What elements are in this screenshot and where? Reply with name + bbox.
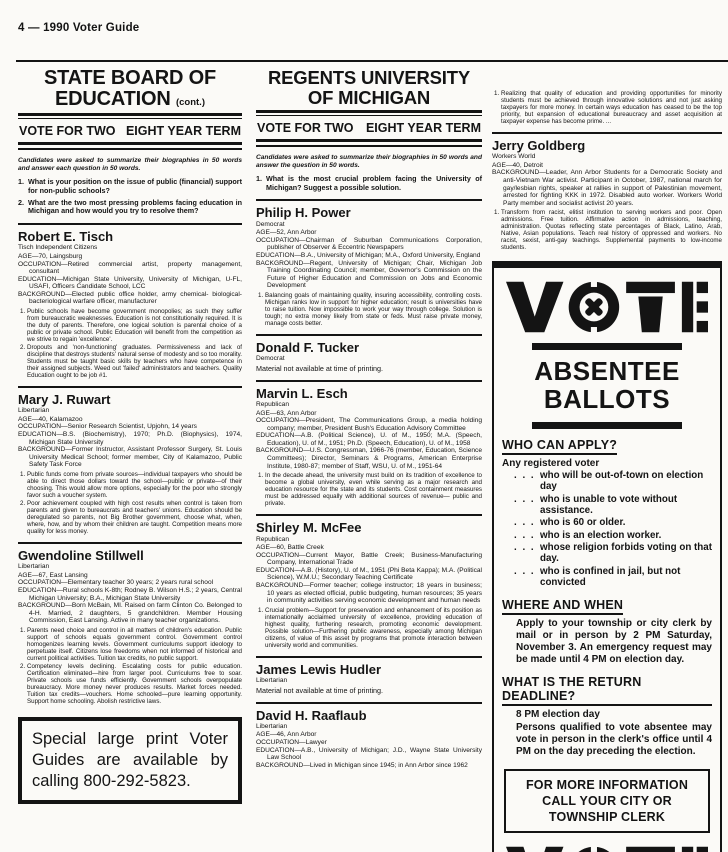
raaflaub-answer-continued [492, 90, 722, 125]
divider-bar [532, 343, 682, 350]
regents-continued-column [492, 66, 722, 852]
bio-detail-line: EDUCATION—A.B. (Political Science), U. of M., 1950; M.A. (Speech, Education), U. of M., 1951; Ph.D. (Speech, Education), U. of M., 1958 [256, 432, 482, 447]
vote-stencil-icon [506, 280, 708, 334]
answer-paragraph [18, 500, 242, 535]
bio-detail-line: EDUCATION—A.B., University of Michigan; J.D., Wayne State University Law School [256, 746, 482, 762]
ellipsis-bullet: . . . [514, 529, 536, 541]
answer-text: In the decade ahead, the university must build on its tradition of excellence to become a global university, even while serving as a major research and education resource for the state and its students. Cost containment measures must be addressed equally with additional sources of revenue— public and private. [265, 472, 482, 508]
answer-text: Public schools have become government monopolies; as such they suffer from bureaucratic weaknesses. Education is not constitutionally required. It is the duty of parents. Therefore, one logical solution is parental choice of a public or private school. Public Education will benefit from the competition as we strive to regain 'excellence'. [27, 307, 242, 343]
term-label: EIGHT YEAR TERM [125, 124, 241, 139]
eligibility-item [502, 471, 712, 493]
divider-rule [18, 142, 242, 150]
bio-detail-line: EDUCATION—B.A., University of Michigan; M.A., Oxford University, England [256, 251, 481, 259]
answer-text: Public funds come from private sources—individual taxpayers who should be able to direct those dollars toward the school—public or private—of their choosing. This would allow more options, especially for the poor who strongly favor such a voucher system. [27, 470, 242, 499]
candidate-shirley-mcfee [256, 521, 482, 649]
candidate-name: Marvin L. Esch [256, 385, 348, 401]
bio-detail-line: AGE—63, Ann Arbor [256, 409, 317, 417]
answer-text: Crucial problem—Support for preservation and enhancement of its position as internationally acclaimed university of excellence, providing education of highest quality, furthering research, promoting economic development. Possible solution—Furthering public awareness, especially among Michigan citizens, of value of this asset by programs that promote interaction between university world and communities. [265, 606, 482, 649]
answer-text: Transform from racist, elitist institution to serving workers and poor. Open admissions. Free tuition. Affirmative action in admissions, teaching, administration. Quotas reflecting state percentages of Black, Latino, Arab, Native, Asian populations. Teach real history of oppressed and workers. No racist, sexist, anti-gay teachings. Supplemental payments to low-income students. [501, 209, 722, 252]
candidate-robert-tisch [18, 230, 242, 379]
ellipsis-bullet: . . . [514, 470, 536, 482]
return-deadline-heading: WHAT IS THE RETURN DEADLINE? [502, 675, 712, 706]
divider-rule [256, 380, 482, 382]
divider-bar [532, 422, 682, 429]
answer-text: Poor achievement coupled with high cost results when control is taken from parents and given to bureaucrats and teachers' unions. Education should be deregulated so parents, not Big Brother government, choose what, when, where, how, and by whom their children are taught. Competition means more quality for less money. [27, 499, 242, 535]
divider-rule [18, 542, 242, 544]
answer-number: 1. [20, 626, 26, 634]
bio-detail-line: AGE—40, Detroit [492, 161, 543, 169]
bio-detail-line: OCCUPATION—Retired commercial artist, property management, consultant [18, 260, 242, 276]
candidate-answers [256, 607, 482, 649]
state-board-column [18, 66, 242, 804]
answer-text: Competency levels declining. Escalating costs for public education. Certification eliminated—hire from larger pool. Curriculums free to soar. Private schools use funds efficiently. Government schools overpopulate bureaucracy. More money never produces results. Market forces needed. Tuition tax credits—vouchers. Home schooled—pure learning opportunity. Support home schooling. Abolish restrictive laws. [27, 662, 242, 705]
answer-paragraph [256, 607, 482, 649]
answer-paragraph [18, 471, 242, 499]
question-text: What is the most crucial problem facing the University of Michigan? Suggest a possible solution. [266, 173, 482, 192]
question-1 [18, 178, 242, 196]
candidate-donald-tucker [256, 341, 482, 373]
candidate-gwendoline-stillwell [18, 549, 242, 705]
deadline-text: Persons qualified to vote absentee may vote in person in the clerk's office until 4 PM on the day preceding the election. [516, 721, 712, 757]
candidate-david-raaflaub [256, 709, 482, 770]
answer-text: Realizing that quality of education and providing opportunities for minority students must be achieved through innovative solutions and not just asking taxpayers for more money. In certain ways education has ceased to be the top priority, but expansion of educational bureaucracy and asset acquisition at taxpayer expense has become prime. ... [501, 90, 722, 125]
divider-rule [256, 514, 482, 516]
candidate-party: Republican [256, 401, 289, 409]
answer-number: 1. [20, 470, 26, 478]
masthead [18, 22, 139, 34]
answer-text: Balancing goals of maintaining quality, insuring accessibility, controlling costs. Michigan ranks low in support for higher education; result is universities have to raise tuition. Now impossible to work your way through college. Solution is tough; no extra money likely from state or feds. Must raise private money, manage costs better. [265, 291, 482, 327]
eligibility-item [502, 543, 712, 565]
ellipsis-bullet: . . . [514, 565, 536, 577]
more-information-text: FOR MORE INFORMATION CALL YOUR CITY OR TOWNSHIP CLERK [525, 777, 689, 824]
bio-detail-line: BACKGROUND—Leader, Ann Arbor Students for a Democratic Society and anti-Vietnam War activist. Participant in October, 1987, national march for gay/lesbian rights, speaker at rallies in support of Palestinian movement, arrested for fighting KKK in 1972. Disabled auto worker. Workers World Party member and socialist activist 20 years. [492, 169, 722, 207]
candidate-name: Shirley M. McFee [256, 520, 362, 536]
candidate-party: Tisch Independent Citizens [18, 244, 98, 252]
answer-number: 2. [20, 662, 26, 670]
question-1 [256, 175, 482, 193]
ellipsis-bullet: . . . [514, 542, 536, 554]
answer-paragraph [18, 627, 242, 662]
candidate-party: Libertarian [256, 677, 288, 685]
answer-text: Parents need choice and control in all matters of children's education. Public support of schools equals government control. Government control homogenizes learning levels. Government curriculums support ideology to perpetuate itself. Citizens lose freedoms when not informed of historical and current political activities. Tuition tax credits, no public support. [27, 626, 242, 662]
ellipsis-bullet: . . . [514, 493, 536, 505]
candidate-name: David H. Raaflaub [256, 707, 367, 723]
candidate-name: Philip H. Power [256, 205, 351, 221]
candidate-name: Donald F. Tucker [256, 339, 360, 355]
bio-detail-line: AGE—60, Battle Creek [256, 544, 324, 552]
vote-term-row [256, 116, 482, 139]
eligibility-item [502, 531, 712, 542]
bio-detail-line: BACKGROUND—Lived in Michigan since 1945; in Ann Arbor since 1962 [256, 761, 468, 769]
question-text: What is your position on the issue of public (financial) support for non-public schools? [28, 176, 242, 195]
candidate-party: Libertarian [18, 407, 50, 415]
absentee-ballots-title: ABSENTEE BALLOTS [534, 356, 680, 414]
candidate-philip-power [256, 206, 482, 327]
candidate-answers [256, 292, 482, 327]
bio-detail-line: EDUCATION—A.B. (History), U. of M., 1951 (Phi Beta Kappa); M.A. (Political Science), W.M.U.; Secondary Teaching Certificate [256, 566, 482, 582]
eligibility-item [502, 518, 712, 529]
candidate-name: Jerry Goldberg [492, 138, 586, 153]
bio-detail-line: AGE—67, East Lansing [18, 571, 88, 579]
deadline-time: 8 PM election day [516, 708, 600, 720]
regents-column [256, 66, 482, 769]
question-number: 1. [18, 176, 24, 186]
divider-rule [256, 702, 482, 704]
answer-paragraph [18, 344, 242, 379]
bio-detail-line: BACKGROUND—Born McBain, MI. Raised on farm Clinton Co. Belonged to 4-H. Married, 2 daughters, 5 grandchildren. Member Housing Commission, East Lansing. Active in many teacher organizations. [18, 602, 242, 625]
eligibility-text: who is confined in jail, but not convicted [540, 565, 681, 588]
candidate-name: James Lewis Hudler [256, 661, 381, 677]
vote-stencil-icon [506, 845, 708, 852]
eligibility-text: who is an election worker. [540, 529, 662, 541]
question-number: 1. [256, 173, 262, 183]
bio-detail-line: OCCUPATION—Elementary teacher 30 years; 2 years rural school [18, 579, 214, 587]
bio-detail-line: BACKGROUND—Former Instructor, Assistant Professor Surgery, St. Louis University Medical School; former member, City of Kalamazoo, Public Safety Task Force [18, 446, 242, 469]
answer-number: 1. [494, 90, 500, 97]
ellipsis-bullet: . . . [514, 517, 536, 529]
divider-rule [18, 223, 242, 225]
divider-rule [256, 139, 482, 147]
candidate-jerry-goldberg [492, 139, 722, 251]
answer-paragraph [18, 663, 242, 705]
large-print-notice-text: Special large print Voter Guides are available by calling 800-292-5823. [32, 729, 228, 790]
where-and-when-text: Apply to your township or city clerk by mail or in person by 2 PM Saturday, November 3. An emergency request may be made until 4 PM on election day. [516, 617, 712, 665]
material-not-available-note: Material not available at time of printing. [256, 363, 384, 373]
bio-detail-line: OCCUPATION—President, The Communications Group, a media holding company; member, President Bush's Education Advisory Committee [256, 417, 482, 432]
page-title: 4 — 1990 Voter Guide [18, 22, 140, 34]
answer-number: 2. [20, 499, 26, 507]
vote-term-row [18, 119, 242, 142]
bio-detail-line: BACKGROUND—Former teacher; college instructor; 18 years in business; 10 years as elected official, public budgeting, human resources; 35 years in community activities serving economic development and human needs [256, 581, 482, 605]
bio-detail-line: OCCUPATION—Current Mayor, Battle Creek; Business-Manufacturing Company, International Trade [256, 551, 482, 567]
bio-detail-line: EDUCATION—Michigan State University, University of Michigan, U-FL, USAFI, Officers Candidate School, LCC [18, 275, 242, 291]
candidate-party: Republican [256, 535, 289, 543]
answer-paragraph [492, 209, 722, 251]
answer-number: 2. [20, 343, 26, 351]
section-title-state-board [18, 68, 242, 110]
question-number: 2. [18, 197, 24, 207]
candidate-party: Workers World [492, 153, 536, 161]
more-information-notice [504, 769, 710, 833]
bio-detail-line: BACKGROUND—Regent, University of Michigan; Chair, Michigan Job Training Coordinating Council; member, Governor's Commission on the Future of Higher Education and Commission on Jobs and Economic Development [256, 259, 482, 290]
answer-text: Dropouts and 'non-functioning' graduates. Permissiveness and lack of discipline that destroys students' natural sense of modesty and so too morality. Students must be taught basic skills by teachers who have competence in their assigned subjects. Weed out 'failed' administrators and teachers. Quality Education ought to be job #1. [27, 343, 242, 379]
divider-rule [18, 386, 242, 388]
candidate-james-hudler [256, 663, 482, 695]
masthead-rule [16, 60, 728, 62]
answer-paragraph [256, 472, 482, 507]
answer-number: 1. [258, 472, 264, 480]
vote-for-label: VOTE FOR TWO [19, 124, 116, 139]
bio-detail-line: BACKGROUND—U.S. Congressman, 1966-76 (member, Education, Science Committees); Director, Seminars & Programs, American Enterprise Institute, 1980-87; member of Staff, WSU, U. of M., 1951-64 [256, 447, 482, 470]
question-2 [18, 199, 242, 217]
answer-paragraph [18, 308, 242, 343]
candidate-answers [256, 472, 482, 507]
eligibility-text: whose religion forbids voting on that day. [540, 542, 712, 565]
bio-detail-line: OCCUPATION—Senior Research Scientist, Upjohn, 14 years [18, 423, 197, 431]
candidate-name: Mary J. Ruwart [18, 391, 111, 407]
candidate-mary-ruwart [18, 393, 242, 535]
candidate-party: Democrat [256, 220, 285, 228]
section-cont-label: (cont.) [175, 97, 205, 109]
instructions-note: Candidates were asked to summarize their biographies in 50 words and answer each question in 50 words. [18, 156, 242, 172]
bio-detail-line: EDUCATION—Rural schools K-8th; Rodney B. Wilson H.S.; 2 years, Central Michigan University; B.A., Michigan State University [18, 586, 242, 602]
who-can-apply-intro: Any registered voter [502, 458, 600, 470]
candidate-answers [18, 471, 242, 535]
section-title-regents: REGENTS UNIVERSITY OF MICHIGAN [268, 67, 470, 108]
term-label: EIGHT YEAR TERM [365, 121, 481, 136]
where-and-when-heading: WHERE AND WHEN [502, 598, 623, 615]
candidate-party: Libertarian [256, 722, 288, 730]
question-text: What are the two most pressing problems facing education in Michigan and how would you try to resolve them? [28, 197, 242, 216]
bio-detail-line: AGE—52, Ann Arbor [256, 229, 317, 237]
eligibility-text: who is 60 or older. [540, 517, 626, 529]
material-not-available-note: Material not available at time of printing. [256, 685, 384, 695]
candidate-answers [18, 308, 242, 379]
absentee-ballots-box [492, 261, 722, 852]
bio-detail-line: OCCUPATION—Lawyer [256, 739, 327, 747]
candidate-name: Robert E. Tisch [18, 229, 114, 245]
divider-rule [256, 334, 482, 336]
large-print-notice-box [18, 717, 242, 804]
vote-for-label: VOTE FOR TWO [257, 121, 354, 136]
divider-rule [256, 656, 482, 658]
eligibility-item [502, 495, 712, 517]
answer-number: 1. [258, 291, 264, 299]
eligibility-item [502, 567, 712, 589]
divider-rule [492, 132, 722, 134]
bio-detail-line: OCCUPATION—Chairman of Suburban Communications Corporation, publisher of Observer & Eccentric Newspapers [256, 236, 482, 252]
bio-detail-line: BACKGROUND—Elected public office holder, army chemical- biological-bacteriological warfare officer, manufacturer [18, 290, 242, 306]
instructions-note: Candidates were asked to summarize their biographies in 50 words and answer the question in 50 words. [256, 153, 482, 169]
candidate-marvin-esch [256, 387, 482, 508]
bio-detail-line: AGE—46, Ann Arbor [256, 731, 317, 739]
answer-number: 1. [494, 209, 500, 217]
section-title-text: STATE BOARD OF EDUCATION [43, 67, 216, 111]
who-can-apply-heading: WHO CAN APPLY? [502, 438, 617, 455]
candidate-name: Gwendoline Stillwell [18, 547, 144, 563]
divider-rule [256, 199, 482, 201]
candidate-answers [18, 627, 242, 705]
eligibility-text: who will be out-of-town on election day [540, 470, 704, 493]
answer-number: 1. [258, 606, 264, 614]
bio-detail-line: AGE—40, Kalamazoo [18, 415, 83, 423]
candidate-party: Libertarian [18, 563, 50, 571]
candidate-answers [492, 209, 722, 251]
bio-detail-line: EDUCATION—B.S. (Biochemistry), 1970; Ph.D. (Biophysics), 1974, Michigan State University [18, 431, 242, 446]
answer-paragraph [256, 292, 482, 327]
answer-number: 1. [20, 307, 26, 315]
eligibility-text: who is unable to vote without assistance. [540, 493, 678, 516]
bio-detail-line: AGE—70, Laingsburg [18, 252, 83, 260]
candidate-party: Democrat [256, 355, 285, 363]
